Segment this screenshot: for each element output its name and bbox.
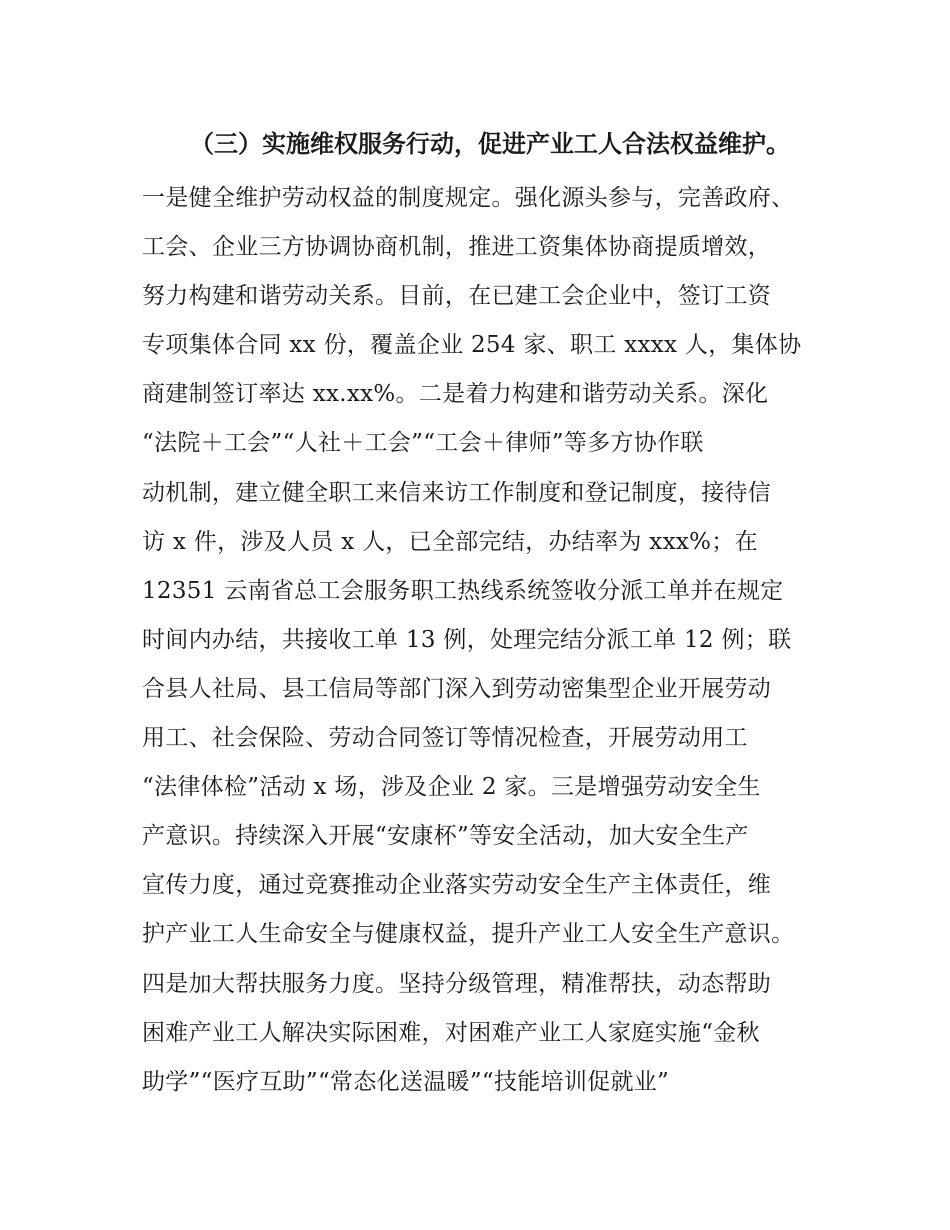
text-line: “法律体检”活动 x 场，涉及企业 2 家。三是增强劳动安全生 bbox=[142, 774, 761, 801]
text-line: “法院＋工会”“人社＋工会”“工会＋律师”等多方协作联 bbox=[142, 430, 704, 457]
text-line: 产意识。持续深入开展“安康杯”等安全活动，加大安全生产 bbox=[142, 823, 749, 850]
text-line: 努力构建和谐劳动关系。目前，在已建工会企业中，签订工资 bbox=[142, 283, 772, 310]
text-line: 访 x 件，涉及人员 x 人，已全部完结，办结率为 xxx%；在 bbox=[142, 528, 758, 555]
text-line: 助学”“医疗互助”“常态化送温暖”“技能培训促就业” bbox=[142, 1068, 670, 1095]
text-line: 四是加大帮扶服务力度。坚持分级管理，精准帮扶，动态帮助 bbox=[142, 970, 772, 997]
text-line: 商建制签订率达 xx.xx%。二是着力构建和谐劳动关系。深化 bbox=[142, 381, 769, 408]
text-line: 时间内办结，共接收工单 13 例，处理完结分派工单 12 例；联 bbox=[142, 626, 792, 653]
body-text bbox=[142, 174, 842, 1107]
text-line: 动机制，建立健全职工来信来访工作制度和登记制度，接待信 bbox=[142, 479, 772, 506]
text-line: 合县人社局、县工信局等部门深入到劳动密集型企业开展劳动 bbox=[142, 675, 772, 702]
text-line: 一是健全维护劳动权益的制度规定。强化源头参与，完善政府、 bbox=[142, 185, 795, 211]
text-line: 专项集体合同 xx 份，覆盖企业 254 家、职工 xxxx 人，集体协 bbox=[142, 332, 802, 359]
text-line: 护产业工人生命安全与健康权益，提升产业工人安全生产意识。 bbox=[142, 921, 795, 948]
section-heading: （三）实施维权服务行动，促进产业工人合法权益维护。 bbox=[190, 130, 790, 158]
text-line: 困难产业工人解决实际困难，对困难产业工人家庭实施“金秋 bbox=[142, 1019, 760, 1046]
text-line: 12351 云南省总工会服务职工热线系统签收分派工单并在规定 bbox=[142, 577, 784, 604]
text-line: 工会、企业三方协调协商机制，推进工资集体协商提质增效， bbox=[142, 234, 772, 261]
text-line: 宣传力度，通过竞赛推动企业落实劳动安全生产主体责任，维 bbox=[142, 872, 772, 899]
text-line: 用工、社会保险、劳动合同签订等情况检查，开展劳动用工 bbox=[142, 725, 748, 752]
